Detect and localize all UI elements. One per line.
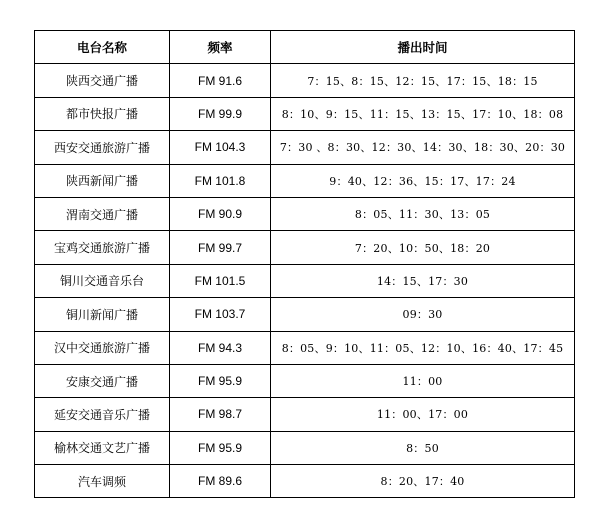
table-row [35,131,575,164]
station-name-cell: 陕西新闻广播 [35,164,170,197]
broadcast-time-cell: 8：50 [271,431,575,464]
header-broadcast-time: 播出时间 [271,31,575,64]
station-name-cell: 铜川交通音乐台 [35,264,170,297]
frequency-cell: FM 98.7 [170,398,271,431]
frequency-cell: FM 104.3 [170,131,271,164]
table-row [35,431,575,464]
station-name-cell: 宝鸡交通旅游广播 [35,231,170,264]
table-row [35,331,575,364]
broadcast-time-cell: 7：20、10：50、18：20 [271,231,575,264]
table-row [35,398,575,431]
station-name-cell: 安康交通广播 [35,364,170,397]
broadcast-time-cell: 8：10、9：15、11：15、13：15、17：10、18：08 [271,97,575,130]
table-row [35,164,575,197]
frequency-cell: FM 101.8 [170,164,271,197]
station-name-cell: 西安交通旅游广播 [35,131,170,164]
station-name-cell: 都市快报广播 [35,97,170,130]
frequency-cell: FM 101.5 [170,264,271,297]
table-row [35,197,575,230]
station-name-cell: 陕西交通广播 [35,64,170,97]
table-row [35,97,575,130]
table-row [35,364,575,397]
table-body [35,64,575,498]
station-name-cell: 汽车调频 [35,465,170,498]
broadcast-time-cell: 9：40、12：36、15：17、17：24 [271,164,575,197]
station-name-cell: 汉中交通旅游广播 [35,331,170,364]
table-row [35,64,575,97]
broadcast-time-cell: 8：05、11：30、13：05 [271,197,575,230]
broadcast-time-cell: 11：00 [271,364,575,397]
broadcast-time-cell: 09：30 [271,298,575,331]
broadcast-time-cell: 7：15、8：15、12：15、17：15、18：15 [271,64,575,97]
broadcast-time-cell: 11：00、17：00 [271,398,575,431]
table-row [35,298,575,331]
radio-schedule-table [34,30,575,498]
frequency-cell: FM 99.7 [170,231,271,264]
station-name-cell: 铜川新闻广播 [35,298,170,331]
header-station-name: 电台名称 [35,31,170,64]
station-name-cell: 延安交通音乐广播 [35,398,170,431]
frequency-cell: FM 91.6 [170,64,271,97]
table-row [35,264,575,297]
frequency-cell: FM 95.9 [170,431,271,464]
station-name-cell: 榆林交通文艺广播 [35,431,170,464]
broadcast-time-cell: 7：30 、8：30、12：30、14：30、18：30、20：30 [271,131,575,164]
frequency-cell: FM 95.9 [170,364,271,397]
frequency-cell: FM 94.3 [170,331,271,364]
table-row [35,231,575,264]
broadcast-time-cell: 8：05、9：10、11：05、12：10、16：40、17：45 [271,331,575,364]
frequency-cell: FM 103.7 [170,298,271,331]
broadcast-time-cell: 14：15、17：30 [271,264,575,297]
frequency-cell: FM 99.9 [170,97,271,130]
header-frequency: 频率 [170,31,271,64]
broadcast-time-cell: 8：20、17：40 [271,465,575,498]
station-name-cell: 渭南交通广播 [35,197,170,230]
table-row [35,465,575,498]
frequency-cell: FM 90.9 [170,197,271,230]
frequency-cell: FM 89.6 [170,465,271,498]
table-header-row [35,31,575,64]
